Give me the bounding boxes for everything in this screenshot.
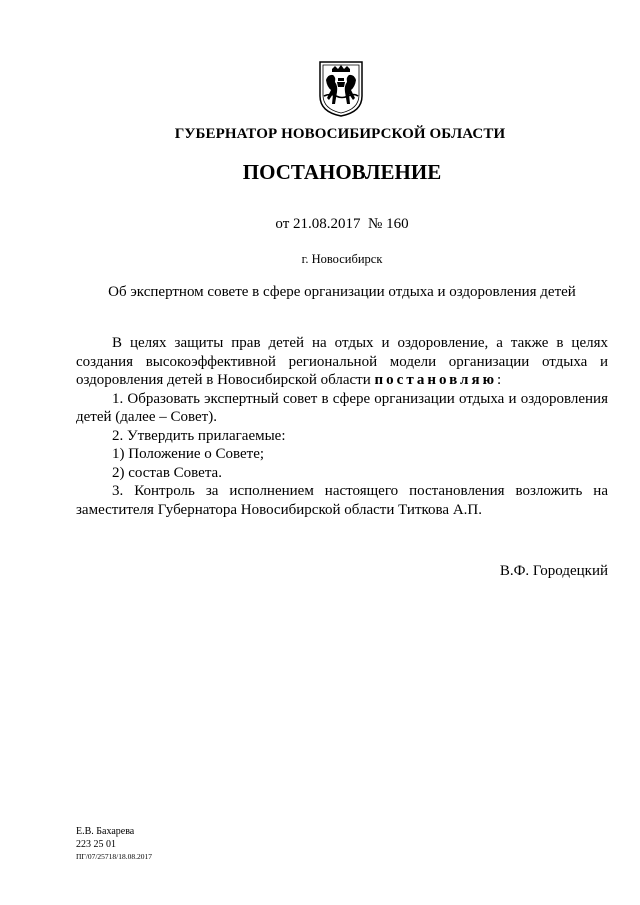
clause-1: 1. Образовать экспертный совет в сфере организации отдыха и оздоровления детей (далее – Совет). bbox=[76, 390, 608, 425]
place-of-issue: г. Новосибирск bbox=[301, 252, 383, 266]
executor-phone: 223 25 01 bbox=[76, 838, 116, 850]
issuing-authority: ГУБЕРНАТОР НОВОСИБИРСКОЙ ОБЛАСТИ bbox=[174, 126, 506, 142]
signatory-name: В.Ф. Городецкий bbox=[499, 563, 608, 579]
document-date: от 21.08.2017 bbox=[275, 216, 361, 232]
preamble-paragraph bbox=[76, 334, 608, 390]
date-number-line bbox=[0, 216, 640, 233]
coat-of-arms-icon bbox=[318, 60, 364, 118]
executor-footer bbox=[76, 826, 152, 864]
document-type-title: ПОСТАНОВЛЕНИЕ bbox=[242, 160, 442, 184]
document-body bbox=[76, 334, 608, 519]
registration-number: ПГ/07/25718/18.08.2017 bbox=[76, 852, 153, 861]
clause-2: 2. Утвердить прилагаемые: bbox=[112, 427, 286, 444]
executor-name: Е.В. Бахарева bbox=[76, 826, 135, 837]
clause-2-subitem-1: 1) Положение о Совете; bbox=[112, 446, 265, 462]
decree-word: постановляю bbox=[374, 372, 498, 388]
document-subject: Об экспертном совете в сфере организации отдыха и оздоровления детей bbox=[108, 284, 576, 300]
clause-3: 3. Контроль за исполнением настоящего постановления возложить на заместителя Губернатора Новосибирской области Титкова А.П. bbox=[76, 483, 608, 518]
decree-colon: : bbox=[497, 372, 502, 388]
preamble-text: В целях защиты прав детей на отдых и оздоровление, а также в целях создания высокоэффективной региональной модели организации отдыха и оздоровления детей в Новосибирской области bbox=[76, 335, 608, 388]
document-number: № 160 bbox=[368, 216, 409, 232]
clause-2-subitem-2: 2) состав Совета. bbox=[112, 464, 222, 481]
